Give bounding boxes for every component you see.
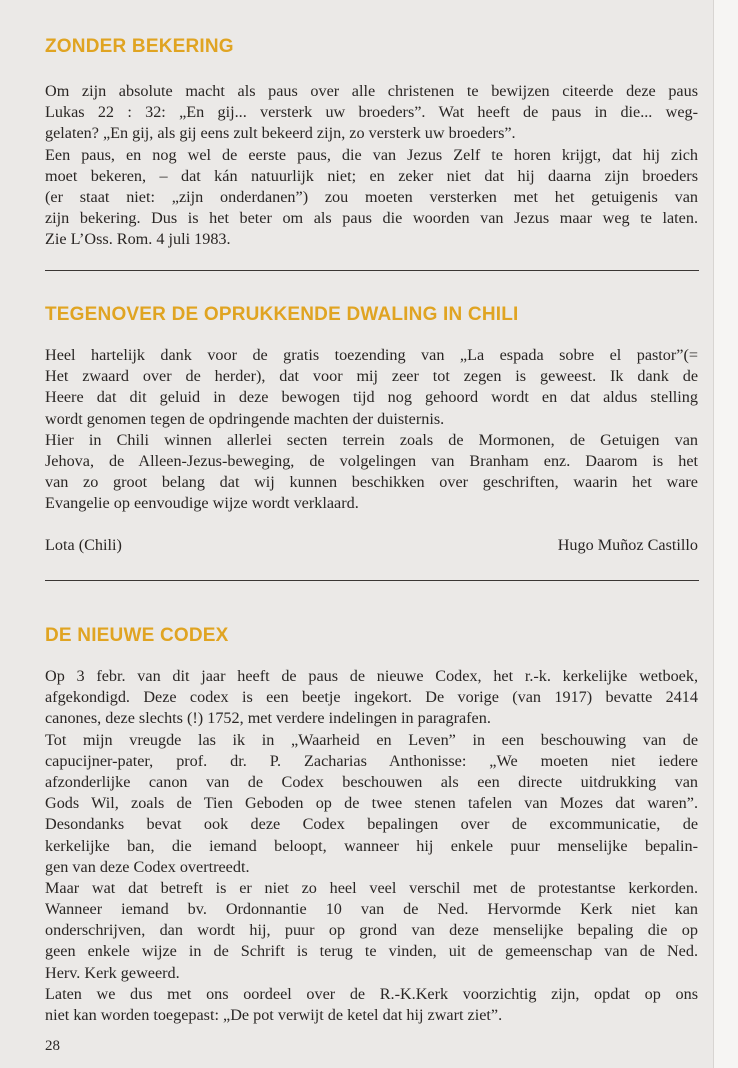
text-line: niet kan worden toegepast: „De pot verwijt de ketel dat hij zwart ziet”. — [45, 1006, 503, 1024]
text-line: Heel hartelijk dank voor de gratis toezending van „La espada sobre el pastor”(= — [45, 346, 698, 364]
signature-place: Lota (Chili) — [45, 536, 122, 554]
text-line: gelaten? „En gij, als gij eens zult bekeerd zijn, zo versterk uw broeders”. — [45, 124, 516, 143]
text-line: (er staat niet: „zijn onderdanen”) zou moeten versterken met het getuigenis van — [45, 187, 698, 206]
signature-line — [45, 536, 698, 555]
page-number: 28 — [45, 1038, 60, 1054]
text-line: Laten we dus met ons oordeel over de R.-K.Kerk voorzichtig zijn, opdat op ons — [45, 984, 698, 1003]
article-nieuwe-codex — [45, 666, 698, 1026]
article-zonder-bekering — [45, 81, 698, 251]
text-line: geen enkele wijze in de Schrift is terug te vinden, uit de gemeenschap van de Ned. — [45, 942, 698, 961]
heading-zonder-bekering: ZONDER BEKERING — [45, 36, 234, 57]
text-line: Evangelie op eenvoudige wijze wordt verklaard. — [45, 494, 359, 513]
text-line: kerkelijke ban, die iemand beloopt, wanneer hij enkele puur menselijke bepalin- — [45, 836, 698, 855]
text-line: zijn bekering. Dus is het beter om als paus die woorden van Jezus maar weg te laten. — [45, 209, 698, 228]
text-line: Herv. Kerk geweerd. — [45, 963, 180, 982]
text-line: wordt genomen tegen de opdringende machten der duisternis. — [45, 409, 445, 428]
text-line: Wanneer iemand bv. Ordonnantie 10 van de Ned. Hervormde Kerk niet kan — [45, 900, 698, 919]
divider — [45, 270, 699, 271]
heading-nieuwe-codex: DE NIEUWE CODEX — [45, 625, 229, 646]
text-line: canones, deze slechts (!) 1752, met verdere indelingen in paragrafen. — [45, 709, 491, 728]
text-line: Hier in Chili winnen allerlei secten terrein zoals de Mormonen, de Getuigen van — [45, 430, 698, 449]
text-line: Tot mijn vreugde las ik in „Waarheid en Leven” in een beschouwing van de — [45, 730, 698, 749]
text-line: moet bekeren, – dat kán natuurlijk niet; en zeker niet dat hij daarna zijn broeders — [45, 166, 698, 185]
page-edge — [713, 0, 738, 1068]
text-line: Het zwaard over de herder), dat voor mij zeer tot zegen is geweest. Ik dank de — [45, 367, 698, 386]
text-line: van zo groot belang dat wij kunnen beschikken over geschriften, waarin het ware — [45, 473, 698, 492]
text-line: Om zijn absolute macht als paus over alle christenen te bewijzen citeerde deze paus — [45, 82, 698, 100]
text-line: Een paus, en nog wel de eerste paus, die van Jezus Zelf te horen krijgt, dat hij zich — [45, 145, 698, 164]
text-line: Zie L’Oss. Rom. 4 juli 1983. — [45, 230, 231, 249]
article-dwaling-chili — [45, 345, 698, 515]
heading-dwaling-chili: TEGENOVER DE OPRUKKENDE DWALING IN CHILI — [45, 304, 519, 325]
text-line: afzonderlijke canon van de Codex beschouwen als een directe uitdrukking van — [45, 772, 698, 791]
text-line: Gods Wil, zoals de Tien Geboden op de twee stenen tafelen van Mozes dat waren”. — [45, 794, 698, 813]
text-line: Op 3 febr. van dit jaar heeft de paus de nieuwe Codex, het r.-k. kerkelijke wetboek, — [45, 667, 698, 685]
text-line: gen van deze Codex overtreedt. — [45, 857, 250, 876]
text-line: Jehova, de Alleen-Jezus-beweging, de volgelingen van Branham enz. Daarom is het — [45, 451, 698, 470]
text-line: capucijner-pater, prof. dr. P. Zacharias Anthonisse: „We moeten niet iedere — [45, 751, 698, 770]
text-line: afgekondigd. Deze codex is een beetje ingekort. De vorige (van 1917) bevatte 2414 — [45, 688, 698, 707]
text-line: onderschrijven, dan wordt hij, puur op grond van deze menselijke bepaling die op — [45, 921, 698, 940]
divider — [45, 580, 699, 581]
text-line: Lukas 22 : 32: „En gij... versterk uw broeders”. Wat heeft de paus in die... weg- — [45, 103, 698, 122]
text-line: Maar wat dat betreft is er niet zo heel veel verschil met de protestantse kerkorden. — [45, 878, 698, 897]
text-line: Heere dat dit geluid in deze bewogen tijd nog gehoord wordt en dat aldus stelling — [45, 388, 698, 407]
signature-author: Hugo Muñoz Castillo — [557, 536, 698, 554]
text-line: Desondanks bevat ook deze Codex bepalingen over de excommunicatie, de — [45, 815, 698, 834]
